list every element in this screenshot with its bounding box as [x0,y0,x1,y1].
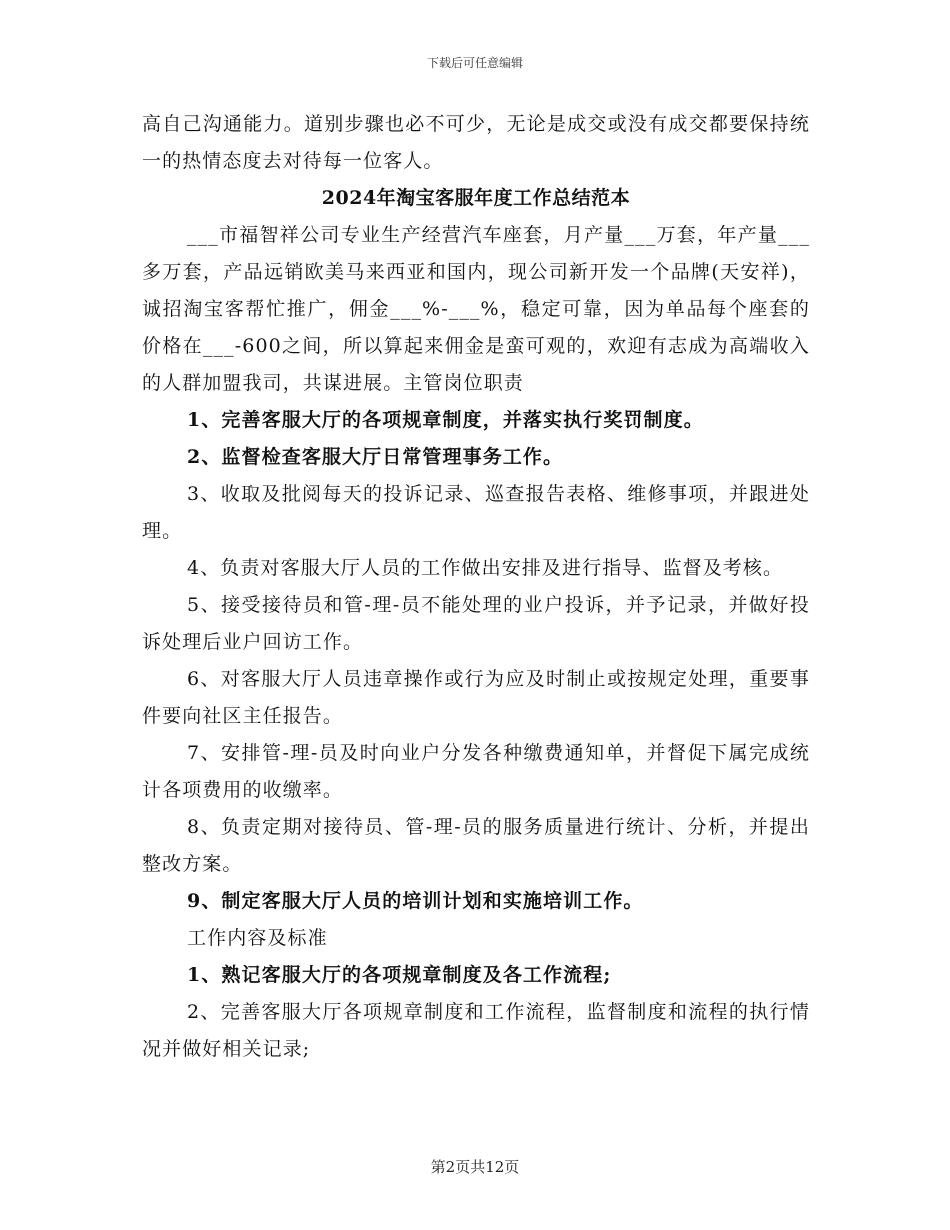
body-paragraph: 3、收取及批阅每天的投诉记录、巡查报告表格、维修事项，并跟进处理。 [142,483,810,542]
body-paragraph: 1、完善客服大厅的各项规章制度，并落实执行奖罚制度。 [187,409,704,431]
body-paragraph: ___市福智祥公司专业生产经营汽车座套，月产量___万套，年产量___多万套，产品远销欧美马来西亚和国内，现公司新开发一个品牌(天安祥)，诚招淘宝客帮忙推广，佣金___%-___%，稳定可靠，因为单品每个座套的价格在___-600之间，所以算起来佣金是蛮可观的，欢迎有志成为高端收入的人群加盟我司，共谋进展。主管岗位职责 [142,224,810,394]
body-paragraph: 2、完善客服大厅各项规章制度和工作流程，监督制度和流程的执行情况并做好相关记录; [142,1001,810,1060]
body-paragraph: 8、负责定期对接待员、管-理-员的服务质量进行统计、分析，并提出整改方案。 [142,816,810,875]
body-paragraph: 2、监督检查客服大厅日常管理事务工作。 [187,446,564,468]
body-paragraph: 1、熟记客服大厅的各项规章制度及各工作流程; [187,964,612,986]
page-header: 下载后可任意编辑 [426,56,523,70]
body-paragraph: 工作内容及标准 [187,927,328,949]
body-paragraph: 4、负责对客服大厅人员的工作做出安排及进行指导、监督及考核。 [187,557,784,579]
page-footer: 第2页共12页 [430,1158,520,1176]
document-body [142,106,810,1068]
body-paragraph: 6、对客服大厅人员违章操作或行为应及时制止或按规定处理，重要事件要向社区主任报告。 [142,668,810,727]
body-paragraph: 5、接受接待员和管-理-员不能处理的业户投诉，并予记录，并做好投诉处理后业户回访工作。 [142,594,810,653]
body-paragraphs [142,217,810,1068]
body-paragraph: 9、制定客服大厅人员的培训计划和实施培训工作。 [187,890,644,912]
document-title: 2024年淘宝客服年度工作总结范本 [321,187,631,209]
paragraph-continuation: 高自己沟通能力。道别步骤也必不可少，无论是成交或没有成交都要保持统一的热情态度去对待每一位客人。 [142,113,810,172]
body-paragraph: 7、安排管-理-员及时向业户分发各种缴费通知单，并督促下属完成统计各项费用的收缴率。 [142,742,810,801]
